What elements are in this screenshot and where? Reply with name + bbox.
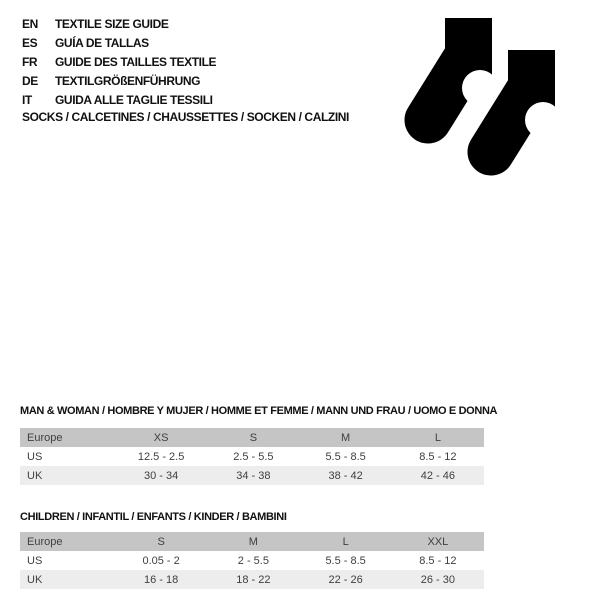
sock-left-icon <box>428 18 498 120</box>
header-cell-size: M <box>341 431 351 444</box>
size-value: 16 - 18 <box>144 573 179 586</box>
header-cell-size: L <box>342 535 349 548</box>
row-label: UK <box>27 573 43 586</box>
header-cell-region: Europe <box>27 431 63 444</box>
size-table-section-children <box>20 511 484 589</box>
table-title-man-woman: MAN & WOMAN / HOMBRE Y MUJER / HOMME ET FEMME / MANN UND FRAU / UOMO E DONNA <box>20 405 498 417</box>
header-cell-size: L <box>434 431 441 444</box>
language-label: GUIDE DES TAILLES TEXTILE <box>55 54 217 69</box>
language-row-es <box>22 33 216 52</box>
sock-right-icon <box>491 50 561 152</box>
table-row-uk <box>20 466 484 485</box>
language-label: GUÍA DE TALLAS <box>55 35 149 50</box>
size-value: 0.05 - 2 <box>142 554 180 567</box>
size-table-children <box>20 532 484 589</box>
language-code: FR <box>22 54 38 69</box>
header-cell-size: S <box>157 535 165 548</box>
size-value: 18 - 22 <box>236 573 271 586</box>
table-row-us <box>20 447 484 466</box>
table-header-row <box>20 532 484 551</box>
language-row-de <box>22 72 216 91</box>
language-label: TEXTILE SIZE GUIDE <box>55 16 169 31</box>
size-value: 34 - 38 <box>236 469 271 482</box>
language-code: IT <box>22 93 32 108</box>
size-value: 8.5 - 12 <box>419 450 457 463</box>
size-value: 22 - 26 <box>328 573 363 586</box>
language-list <box>22 14 216 110</box>
size-value: 26 - 30 <box>420 573 455 586</box>
table-header-row <box>20 428 484 447</box>
language-code: ES <box>22 35 38 50</box>
table-row-us <box>20 551 484 570</box>
language-row-fr <box>22 52 216 71</box>
size-table-section-man-woman <box>20 405 498 485</box>
language-label: GUIDA ALLE TAGLIE TESSILI <box>55 93 213 108</box>
size-value: 5.5 - 8.5 <box>325 554 366 567</box>
row-label: US <box>27 450 43 463</box>
header-cell-region: Europe <box>27 535 63 548</box>
size-value: 30 - 34 <box>144 469 179 482</box>
size-value: 8.5 - 12 <box>419 554 457 567</box>
size-value: 38 - 42 <box>328 469 363 482</box>
table-title-children: CHILDREN / INFANTIL / ENFANTS / KINDER / BAMBINI <box>20 511 287 523</box>
category-line: SOCKS / CALCETINES / CHAUSSETTES / SOCKEN / CALZINI <box>22 110 349 124</box>
size-value: 2 - 5.5 <box>237 554 269 567</box>
size-table-man-woman <box>20 428 484 485</box>
socks-icon <box>390 0 600 200</box>
header-cell-size: XXL <box>427 535 449 548</box>
row-label: US <box>27 554 43 567</box>
header-cell-size: S <box>249 431 258 444</box>
row-label: UK <box>27 469 43 482</box>
table-row-uk <box>20 570 484 589</box>
language-label: TEXTILGRÖßENFÜHRUNG <box>55 74 201 89</box>
size-value: 12.5 - 2.5 <box>137 450 185 463</box>
header-cell-size: M <box>248 535 258 548</box>
size-value: 5.5 - 8.5 <box>325 450 366 463</box>
language-code: EN <box>22 16 38 31</box>
language-row-en <box>22 14 216 33</box>
language-row-it <box>22 91 216 110</box>
size-value: 42 - 46 <box>420 469 455 482</box>
header-cell-size: XS <box>153 431 169 444</box>
size-value: 2.5 - 5.5 <box>233 450 274 463</box>
language-code: DE <box>22 74 38 89</box>
